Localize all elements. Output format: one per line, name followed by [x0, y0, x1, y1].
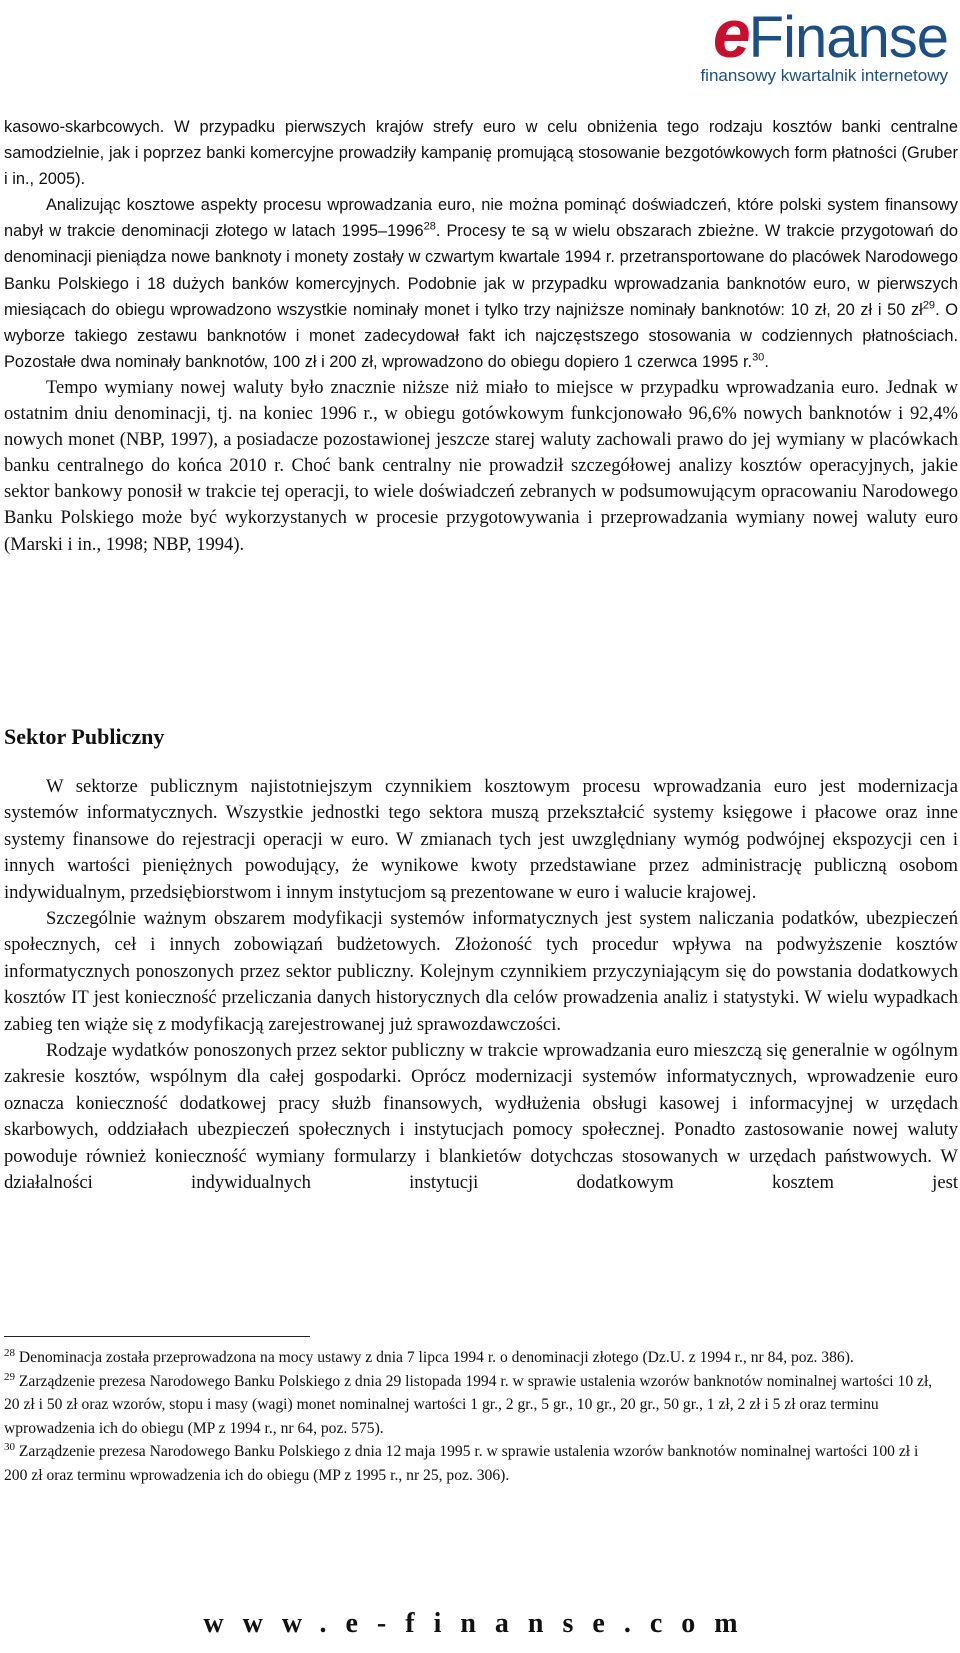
footnote-30 — [4, 1440, 939, 1487]
logo-brand-name: Finanse — [748, 5, 948, 70]
footnote-29 — [4, 1370, 939, 1441]
footnotes — [4, 1346, 939, 1487]
footnote-ref-28: 28 — [423, 220, 436, 233]
footnote-text: Zarządzenie prezesa Narodowego Banku Polskiego z dnia 29 listopada 1994 r. w sprawie ustalenia wzorów banknotów nominalnej wartości 10 zł, 20 zł i 50 zł oraz wzorów, stopu i masy (wagi) monet nominalnej wartości 1 gr., 2 gr., 5 gr., 10 gr., 20 gr., 50 gr., 1 zł, 2 zł i 5 zł oraz terminu wprowadzenia ich do obiegu (MP z 1994 r., nr 64, poz. 575). — [4, 1372, 933, 1437]
paragraph-3: Tempo wymiany nowej waluty było znacznie niższe niż miało to miejsce w przypadku wprowadzania euro. Jednak w ostatnim dniu denominacji, tj. na koniec 1996 r., w obiegu gotówkowym funkcjonowało 96,6% nowych banknotów i 92,4% nowych monet (NBP, 1997), a posiadacze pozostawionej jeszcze starej waluty zachowali prawo do jej wymiany w placówkach banku centralnego do końca 2010 r. Choć bank centralny nie prowadził szczegółowej analizy kosztów operacyjnych, jakie sektor bankowy ponosił w trakcie tej operacji, to wiele doświadczeń zebranych w podsumowującym opracowaniu Narodowego Banku Polskiego może być wykorzystanych w procesie przygotowywania i przeprowadzania wymiany nowej waluty euro (Marski i in., 1998; NBP, 1994). — [4, 376, 958, 555]
section-paragraph-3: Rodzaje wydatków ponoszonych przez sektor publiczny w trakcie wprowadzania euro mieszczą się generalnie w ogólnym zakresie kosztów, wspólnym dla całej gospodarki. Oprócz modernizacji systemów informatycznych, wprowadzenie euro oznacza konieczność dodatkowej pracy służb finansowych, wydłużenia obsługi kasowej i informacyjnej w urzędach skarbowych, oddziałach ubezpieczeń społecznych i instytucjach pomocy społecznej. Ponadto zastosowanie nowej waluty powoduje również konieczność wymiany formularzy i blankietów dotychczas stosowanych w urzędach państwowych. W działalności indywidualnych instytucji dodatkowym kosztem jest — [4, 1040, 958, 1194]
footnote-number: 28 — [4, 1346, 15, 1359]
footnote-ref-29: 29 — [922, 299, 936, 312]
footnote-28 — [4, 1346, 939, 1370]
footer-url: www.e-finanse.com — [203, 1608, 757, 1639]
efinanse-logo — [684, 2, 954, 88]
footnote-number: 29 — [4, 1370, 15, 1383]
footnote-ref-30: 30 — [752, 351, 765, 364]
paragraph-2-text-a: Analizując kosztowe aspekty procesu wprowadzania euro, nie można pominąć doświadczeń, które polski system finansowy nabył w trakcie denominacji złotego w latach 1995–1996 — [4, 196, 958, 241]
paragraph-1: kasowo-skarbcowych. W przypadku pierwszych krajów strefy euro w celu obniżenia tego rodzaju kosztów banki centralne samodzielnie, jak i poprzez banki komercyjne prowadziły kampanię promującą stosowanie bezgotówkowych form płatności (Gruber i in., 2005). — [4, 118, 958, 189]
article-body — [4, 114, 958, 558]
section-body — [4, 774, 958, 1197]
footnote-text: Denominacja została przeprowadzona na mocy ustawy z dnia 7 lipca 1994 r. o denominacji złotego (Dz.U. z 1994 r., nr 84, poz. 386). — [18, 1349, 854, 1366]
logo-tagline: finansowy kwartalnik internetowy — [700, 66, 948, 85]
paragraph-2-text-b: . Procesy te są w wielu obszarach zbieżne. W trakcie przygotowań do denominacji pieniądza nowe banknoty i monety zostały w czwartym kwartale 1994 r. przetransportowane do placówek Narodowego Banku Polskiego i 18 dużych banków komercyjnych. Podobnie jak w przypadku wprowadzania banknotów euro, w pierwszych miesiącach do obiegu wprowadzono wszystkie nominały monet i tylko trzy najniższe nominały banknotów: 10 zł, 20 zł i 50 zł — [4, 222, 958, 319]
paragraph-2-text-c: . O wyborze takiego zestawu banknotów i monet zadecydował fakt ich najczęstszego stosowania w codziennych płatnościach. Pozostałe dwa nominały banknotów, 100 zł i 200 zł, wprowadzono do obiegu dopiero 1 czerwca 1995 r. — [4, 300, 958, 371]
footnote-number: 30 — [4, 1440, 15, 1453]
section-heading: Sektor Publiczny — [4, 724, 165, 749]
logo-e-letter: e — [712, 0, 749, 72]
footnote-text: Zarządzenie prezesa Narodowego Banku Polskiego z dnia 12 maja 1995 r. w sprawie ustalenia wzorów banknotów nominalnej wartości 100 zł i 200 zł oraz terminu wprowadzenia ich do obiegu (MP z 1995 r., nr 25, poz. 306). — [4, 1443, 919, 1484]
logo-wordmark — [712, 0, 948, 72]
paragraph-2 — [4, 192, 958, 375]
section-paragraph-2: Szczególnie ważnym obszarem modyfikacji systemów informatycznych jest system naliczania podatków, ubezpieczeń społecznych, ceł i innych zobowiązań budżetowych. Złożoność tych procedur wpływa na podwyższenie kosztów informatycznych ponoszonych przez sektor publiczny. Kolejnym czynnikiem przyczyniającym się do powstania dodatkowych kosztów IT jest konieczność przeliczania danych historycznych dla celów prowadzenia analiz i statystyki. W wielu wypadkach zabieg ten wiąże się z modyfikacją zarejestrowanej już sprawozdawczości. — [4, 908, 958, 1035]
paragraph-2-text-d: . — [764, 352, 769, 371]
footnote-separator — [4, 1336, 310, 1337]
section-paragraph-1: W sektorze publicznym najistotniejszym czynnikiem kosztowym procesu wprowadzania euro jest modernizacja systemów informatycznych. Wszystkie jednostki tego sektora muszą przekształcić systemy księgowe i płacowe oraz inne systemy finansowe do rejestracji operacji w euro. W zmianach tych jest uwzględniany wymóg podwójnej ekspozycji cen i innych wartości pieniężnych powodujący, że wynikowe kwoty przedstawiane przez administrację publiczną osobom indywidualnym, przedsiębiorstwom i innym instytucjom są prezentowane w euro i walucie krajowej. — [4, 776, 958, 903]
